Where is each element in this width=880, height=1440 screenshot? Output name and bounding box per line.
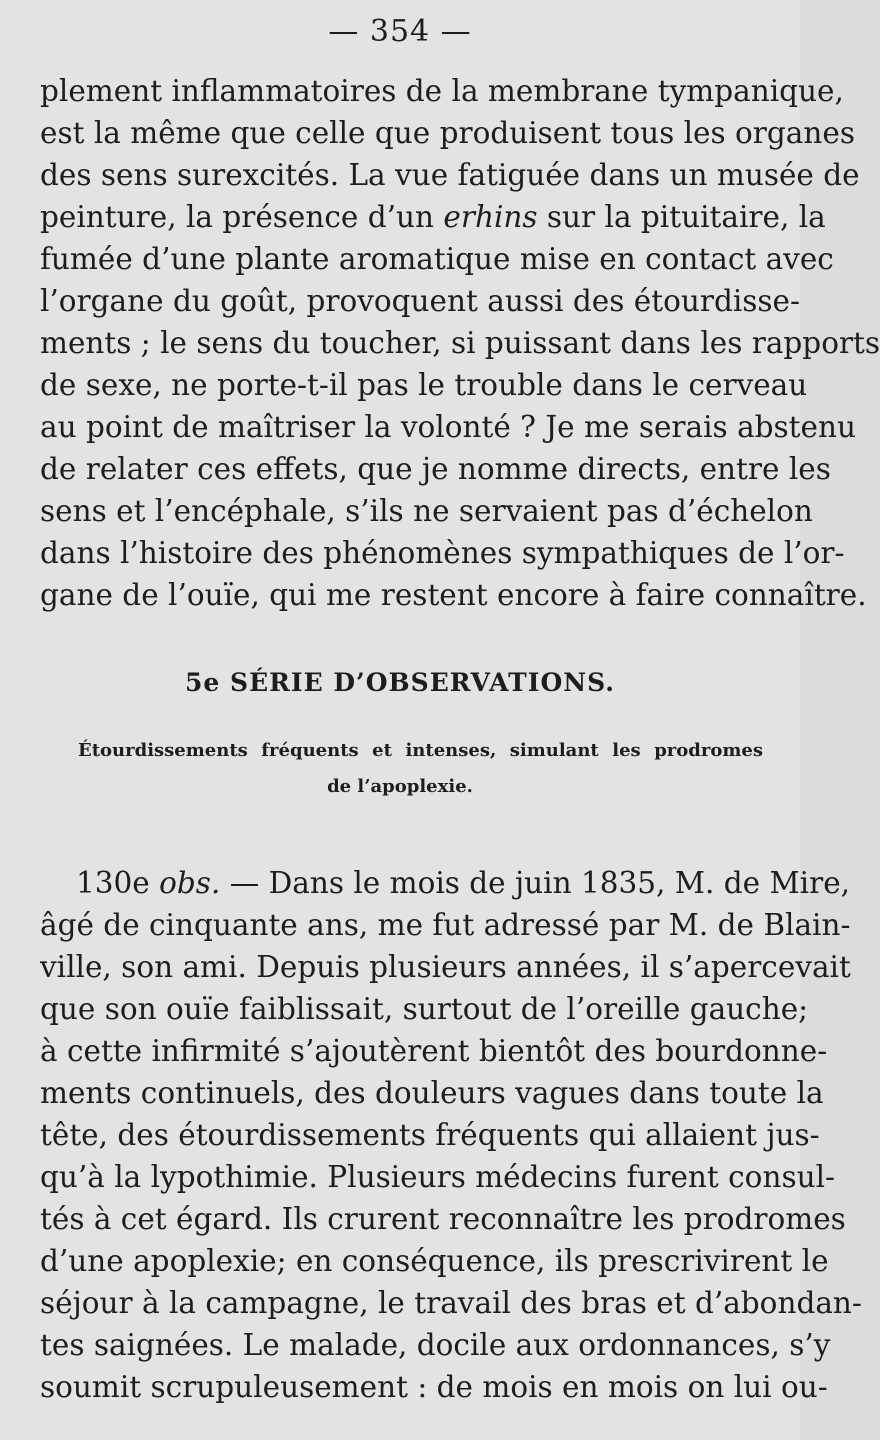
observation-paragraph-line: tés à cet égard. Ils crurent reconnaître les prodromes	[40, 1202, 846, 1236]
intro-paragraph-line: fumée d’une plante aromatique mise en contact avec	[40, 242, 834, 276]
intro-paragraph-line: l’organe du goût, provoquent aussi des étourdisse-	[40, 284, 800, 318]
section-subtitle-line2: de l’apoplexie.	[327, 776, 473, 797]
paragraph-observation	[40, 862, 862, 1408]
intro-paragraph-line: ments ; le sens du toucher, si puissant dans les rapports	[40, 326, 880, 360]
observation-paragraph-line: soumit scrupuleusement : de mois en mois on lui ou-	[40, 1370, 828, 1404]
intro-paragraph-line: peinture, la présence d’un erhins sur la pituitaire, la	[40, 200, 826, 234]
paragraph-intro	[40, 70, 880, 616]
observation-paragraph-line: d’une apoplexie; en conséquence, ils prescrivirent le	[40, 1244, 829, 1278]
intro-paragraph-line: est la même que celle que produisent tous les organes	[40, 116, 855, 150]
section-title: 5e SÉRIE D’OBSERVATIONS.	[185, 668, 615, 697]
observation-paragraph-line: qu’à la lypothimie. Plusieurs médecins furent consul-	[40, 1160, 835, 1194]
intro-paragraph-line: plement inflammatoires de la membrane tympanique,	[40, 74, 844, 108]
intro-paragraph-line: au point de maîtriser la volonté ? Je me serais abstenu	[40, 410, 856, 444]
observation-paragraph-line: que son ouïe faiblissait, surtout de l’oreille gauche;	[40, 992, 809, 1026]
section-subtitle-line1: Étourdissements fréquents et intenses, simulant les prodromes	[78, 740, 763, 761]
intro-paragraph-line: de relater ces effets, que je nomme directs, entre les	[40, 452, 831, 486]
observation-paragraph-line: à cette infirmité s’ajoutèrent bientôt des bourdonne-	[40, 1034, 828, 1068]
page-number: — 354 —	[328, 14, 472, 49]
observation-paragraph-line: ments continuels, des douleurs vagues dans toute la	[40, 1076, 824, 1110]
intro-paragraph-line: sens et l’encéphale, s’ils ne servaient pas d’échelon	[40, 494, 813, 528]
observation-paragraph-line: âgé de cinquante ans, me fut adressé par M. de Blain-	[40, 908, 851, 942]
intro-paragraph-line: dans l’histoire des phénomènes sympathiques de l’or-	[40, 536, 845, 570]
observation-paragraph-line: séjour à la campagne, le travail des bras et d’abondan-	[40, 1286, 862, 1320]
intro-paragraph-line: gane de l’ouïe, qui me restent encore à faire connaître.	[40, 578, 867, 612]
observation-paragraph-line: tête, des étourdissements fréquents qui allaient jus-	[40, 1118, 820, 1152]
observation-paragraph-line: 130e obs. — Dans le mois de juin 1835, M. de Mire,	[76, 866, 851, 900]
observation-paragraph-line: tes saignées. Le malade, docile aux ordonnances, s’y	[40, 1328, 831, 1362]
observation-paragraph-line: ville, son ami. Depuis plusieurs années, il s’apercevait	[40, 950, 851, 984]
intro-paragraph-line: de sexe, ne porte-t-il pas le trouble dans le cerveau	[40, 368, 808, 402]
intro-paragraph-line: des sens surexcités. La vue fatiguée dans un musée de	[40, 158, 860, 192]
